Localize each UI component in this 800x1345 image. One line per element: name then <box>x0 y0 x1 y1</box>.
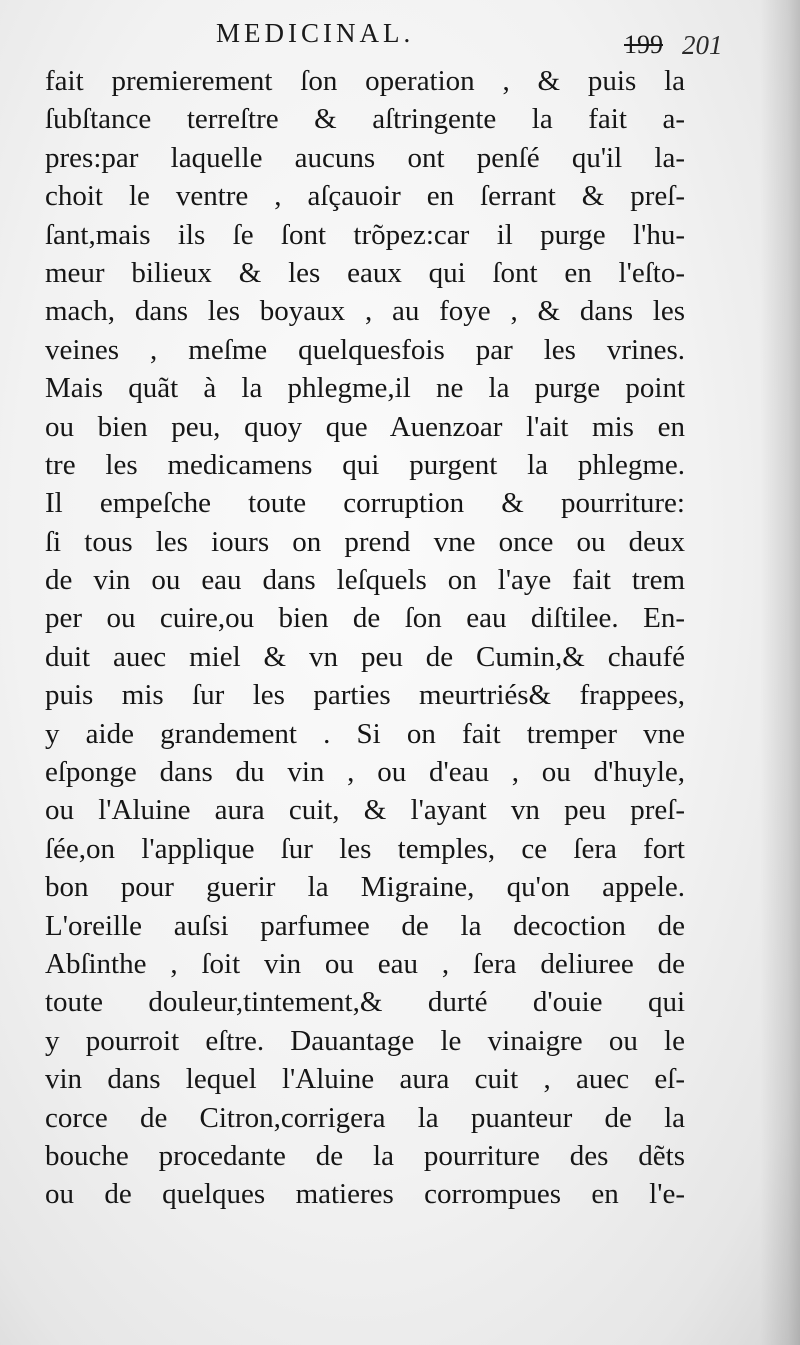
folio-handwritten: 201 <box>682 30 723 60</box>
text-line: ou bien peu, quoy que Auenzoar l'ait mis en <box>45 410 685 443</box>
text-line: mach, dans les boyaux , au foye , & dans les <box>45 295 685 328</box>
running-head: MEDICINAL. <box>216 18 415 48</box>
text-line: ſant,mais ils ſe ſont trõpez:car il purge l'hu- <box>45 218 685 251</box>
text-line: Abſinthe , ſoit vin ou eau , ſera deliuree de <box>45 947 685 980</box>
text-line: Il empeſche toute corruption & pourriture: <box>45 487 685 520</box>
text-line: ſubſtance terreſtre & aſtringente la fait a- <box>45 103 685 136</box>
body-text <box>45 62 685 1214</box>
text-line: L'oreille auſsi parfumee de la decoction de <box>45 909 685 942</box>
text-line: bon pour guerir la Migraine, qu'on appele. <box>45 871 685 904</box>
text-line: ou de quelques matieres corrompues en l'e- <box>45 1178 685 1211</box>
text-line: eſponge dans du vin , ou d'eau , ou d'huyle, <box>45 756 685 789</box>
text-line: de vin ou eau dans leſquels on l'aye fait trem <box>45 564 685 597</box>
text-line: y aide grandement . Si on fait tremper vne <box>45 717 685 750</box>
text-line: ſée,on l'applique ſur les temples, ce ſera fort <box>45 832 685 865</box>
text-line: tre les medicamens qui purgent la phlegme. <box>45 448 685 481</box>
text-line: veines , meſme quelquesfois par les vrines. <box>45 333 685 366</box>
text-line: pres:par laquelle aucuns ont penſé qu'il la- <box>45 141 685 174</box>
text-line: meur bilieux & les eaux qui ſont en l'eſto- <box>45 256 685 289</box>
text-line: per ou cuire,ou bien de ſon eau diſtilee. En- <box>45 602 685 635</box>
text-line: vin dans lequel l'Aluine aura cuit , auec eſ- <box>45 1063 685 1096</box>
text-line: ou l'Aluine aura cuit, & l'ayant vn peu preſ- <box>45 794 685 827</box>
text-line: bouche procedante de la pourriture des dẽts <box>45 1139 685 1172</box>
text-line: y pourroit eſtre. Dauantage le vinaigre ou le <box>45 1024 685 1057</box>
text-line: fait premierement ſon operation , & puis la <box>45 65 685 97</box>
text-line: toute douleur,tintement,& durté d'ouie qui <box>45 986 685 1019</box>
page-edge-shadow <box>760 0 800 1345</box>
text-line: ſi tous les iours on prend vne once ou deux <box>45 525 685 558</box>
text-line: corce de Citron,corrigera la puanteur de la <box>45 1101 685 1134</box>
text-line: puis mis ſur les parties meurtriés& frappees, <box>45 679 685 712</box>
folio-struck-out: 199 <box>624 30 663 59</box>
text-line: Mais quãt à la phlegme,il ne la purge point <box>45 372 685 405</box>
text-line: choit le ventre , aſçauoir en ſerrant & preſ- <box>45 180 685 213</box>
text-line: duit auec miel & vn peu de Cumin,& chaufé <box>45 640 685 673</box>
